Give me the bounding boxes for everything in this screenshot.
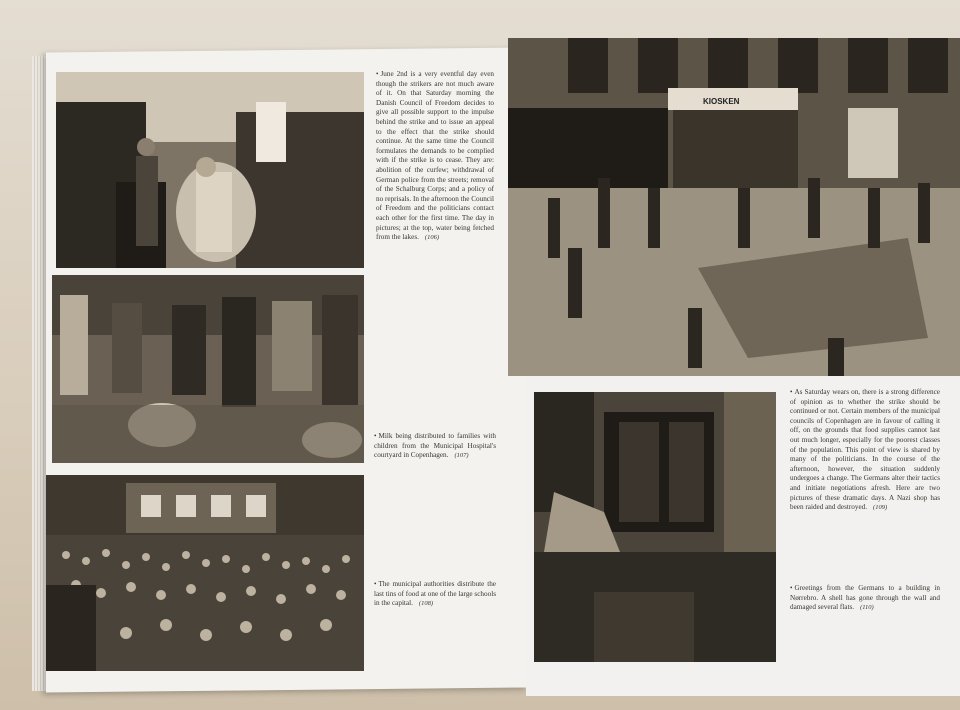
caption-106 (376, 70, 494, 243)
photo-fetching-water (56, 72, 364, 268)
bullet-icon: • (790, 584, 793, 592)
kiosk-sign: KIOSKEN (703, 97, 740, 106)
caption-108 (374, 580, 496, 609)
caption-number: (106) (424, 234, 440, 242)
bullet-icon: • (376, 70, 379, 78)
caption-number: (107) (454, 452, 469, 460)
bullet-icon: • (790, 388, 793, 396)
photo-raided-kiosk-street (508, 38, 960, 376)
caption-text: Milk being distributed to families with children from the Municipal Hospital's courtyard in Copenhagen. (374, 432, 496, 460)
caption-110 (790, 584, 940, 613)
caption-number: (108) (418, 600, 434, 608)
photo-food-distribution-crowd (46, 475, 364, 671)
photo-shelled-building (534, 392, 776, 662)
caption-109 (790, 388, 940, 513)
caption-text: The municipal authorities distribute the last tins of food at one of the large schools in the capital. (374, 580, 496, 608)
caption-number: (109) (873, 504, 888, 512)
caption-107 (374, 432, 496, 461)
bullet-icon: • (374, 432, 377, 440)
caption-text: Greetings from the Germans to a building in Nørrebro. A shell has gone through the wall and damaged several flats. (790, 584, 940, 612)
caption-text: As Saturday wears on, there is a strong difference of opinion as to whether the strike should be continued or not. Certain members of the municipal councils of Copenhagen are in favour of calling it off, on the grounds that food supplies cannot last out much longer, especially for the poorest classes of the population. This point of view is shared by many of the politicians. In the course of the afternoon, however, the situation suddenly undergoes a change. The Germans alter their tactics and initiate negotiations afresh. Here are two pictures of these dramatic days. A Nazi shop has been raided and destroyed. (790, 388, 940, 512)
photo-milk-distribution (52, 275, 364, 463)
caption-number: (110) (860, 604, 874, 612)
caption-text: June 2nd is a very eventful day even though the strikers are not much aware of it. On that Saturday morning the Danish Council of Freedom decides to give all possible support to the impulse behind the strike and to issue an appeal to the effect that the strike should continue. At the same time the Council formulates the demands to be complied with if the strike is to cease. They are: abolition of the curfew; withdrawal of German police from the streets; removal of the Schalburg Corps; and a policy of no reprisals. In the afternoon the Council of Freedom and the politicians contact each other for the first time. The day in pictures; at the top, water being fetched from the lakes. (376, 70, 494, 242)
bullet-icon: • (374, 580, 377, 588)
